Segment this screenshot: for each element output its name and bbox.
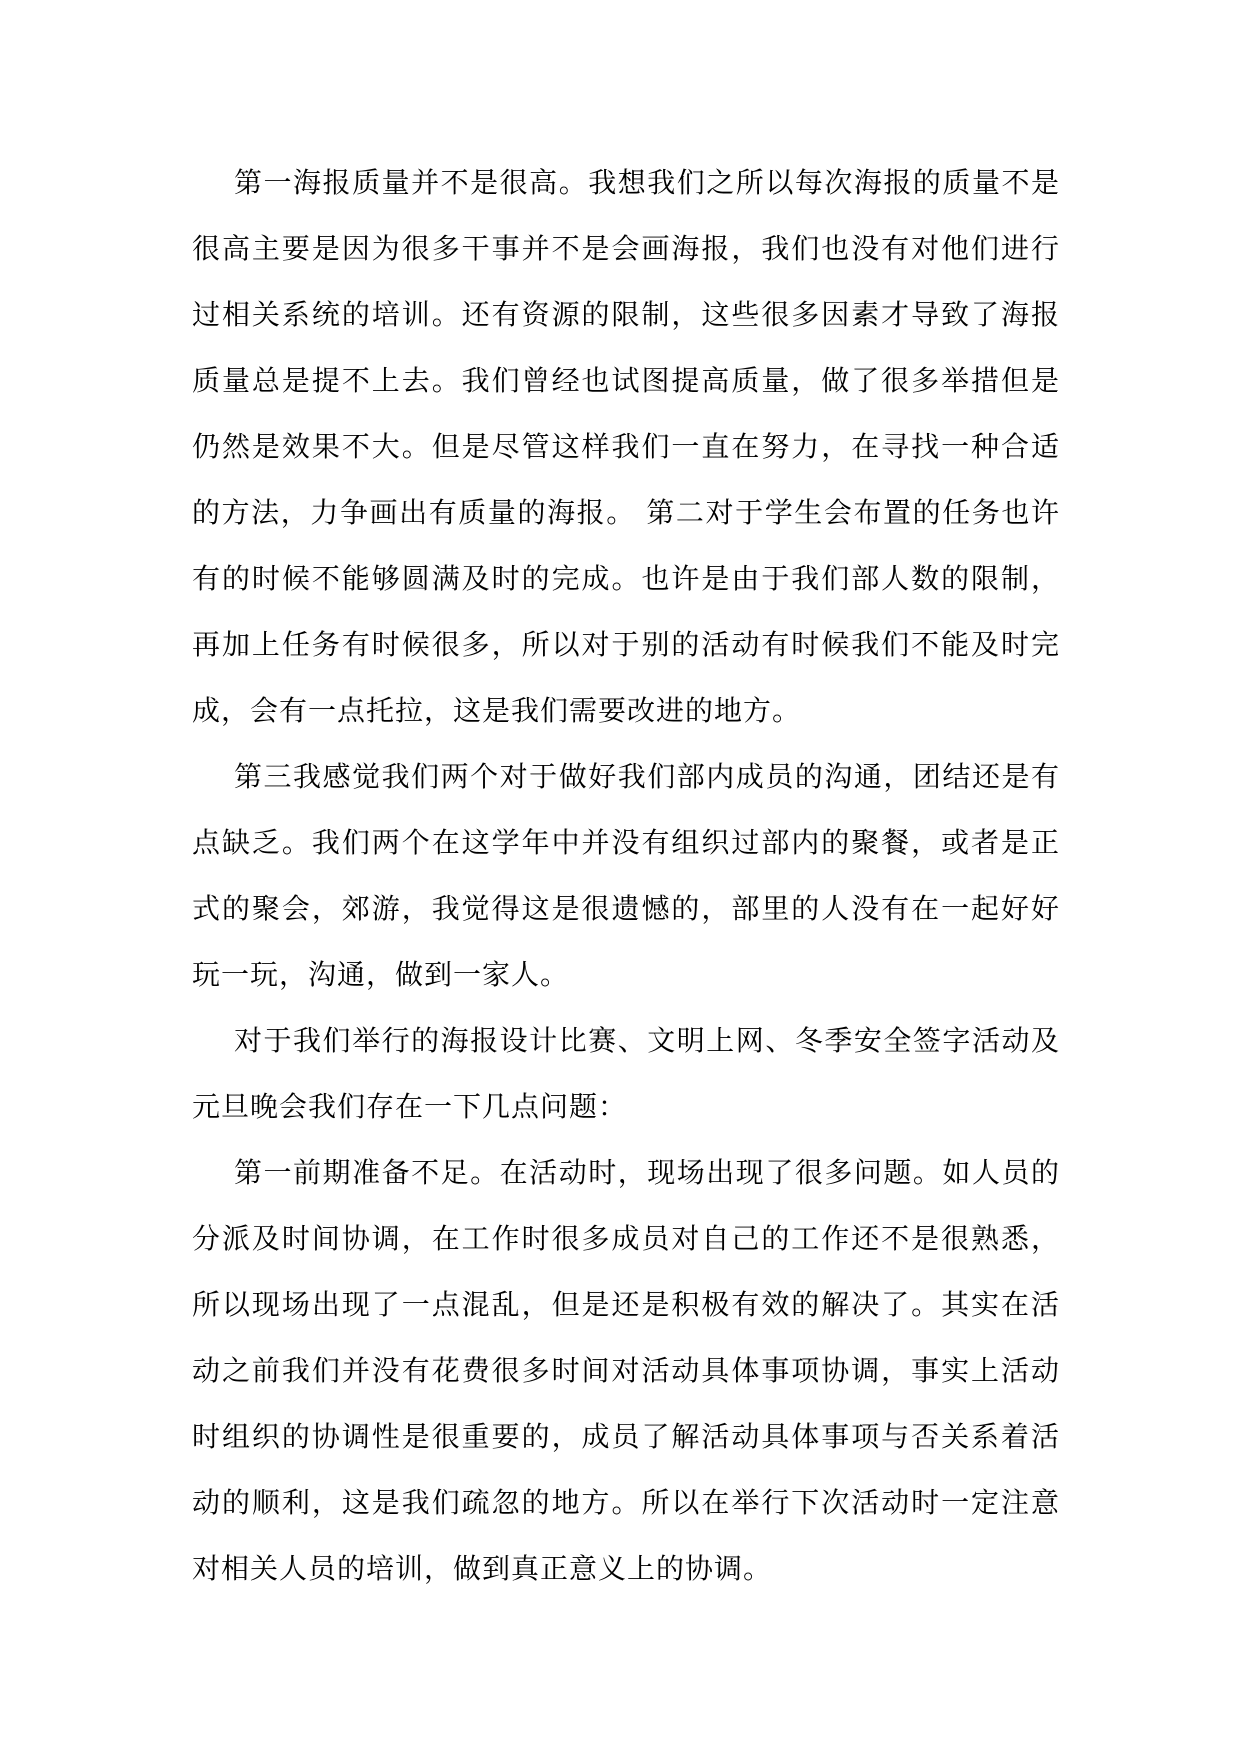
paragraph-communication: 第三我感觉我们两个对于做好我们部内成员的沟通，团结还是有点缺乏。我们两个在这学年中并没有组织过部内的聚餐，或者是正式的聚会，郊游，我觉得这是很遗憾的，部里的人没有在一起好好玩一玩，沟通，做到一家人。 — [192, 760, 1060, 991]
paragraph-preparation: 第一前期准备不足。在活动时，现场出现了很多问题。如人员的分派及时间协调，在工作时很多成员对自己的工作还不是很熟悉，所以现场出现了一点混乱，但是还是积极有效的解决了。其实在活动之前我们并没有花费很多时间对活动具体事项协调，事实上活动时组织的协调性是很重要的，成员了解活动具体事项与否关系着活动的顺利，这是我们疏忽的地方。所以在举行下次活动时一定注意对相关人员的培训，做到真正意义上的协调。 — [192, 1156, 1060, 1585]
paragraph-poster-quality: 第一海报质量并不是很高。我想我们之所以每次海报的质量不是很高主要是因为很多干事并不是会画海报，我们也没有对他们进行过相关系统的培训。还有资源的限制，这些很多因素才导致了海报质量总是提不上去。我们曾经也试图提高质量，做了很多举措但是仍然是效果不大。但是尽管这样我们一直在努力，在寻找一种合适的方法，力争画出有质量的海报。 第二对于学生会布置的任务也许有的时候不能够圆满及时的完成。也许是由于我们部人数的限制，再加上任务有时候很多，所以对于别的活动有时候我们不能及时完成，会有一点托拉，这是我们需要改进的地方。 — [192, 166, 1060, 727]
paragraph-activities-intro: 对于我们举行的海报设计比赛、文明上网、冬季安全签字活动及元旦晚会我们存在一下几点问题： — [192, 1024, 1060, 1123]
document-body — [192, 150, 1060, 1602]
